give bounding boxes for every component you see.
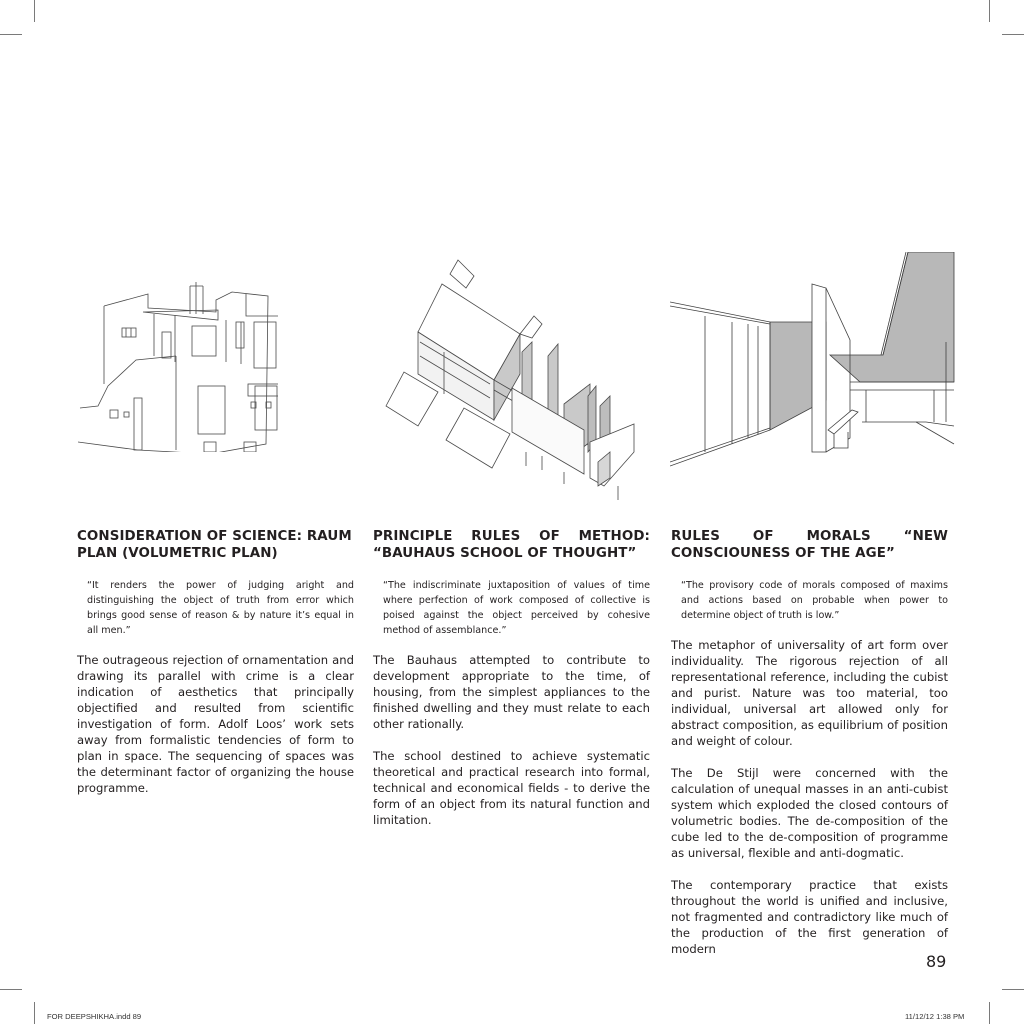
pull-quote: “The indiscriminate juxtaposition of values of time where perfection of work composed of collective is poised against the object perceived by cohesive method of assemblance.”: [383, 580, 650, 636]
heading-line-1: CONSIDERATION OF SCIENCE: RAUM: [77, 529, 352, 544]
body-paragraph: The school destined to achieve systematic theoretical and practical research into formal, technical and economical fields - to derive the form of an object from its natural function and limitation.: [373, 749, 650, 827]
illustration-destijl-perspective: [670, 252, 960, 467]
body-paragraph: The Bauhaus attempted to contribute to development appropriate to the time, of housing, from the simplest appliances to the finished dwelling and they must relate to each other rationally.: [373, 653, 650, 731]
illustration-bauhaus-axonometric: [384, 256, 644, 506]
heading-line-2: “BAUHAUS SCHOOL OF THOUGHT”: [373, 546, 637, 561]
heading-line-2: CONSCIOUNESS OF THE AGE”: [671, 546, 895, 561]
crop-mark-bottom-right-h: [1002, 989, 1024, 990]
body-paragraph: The metaphor of universality of art form over individuality. The rigorous rejection of all representational reference, including the cubist and purist. Nature was too material, too individual, universal art allowed only for abstract composition, as equilibrium of position and weight of colour.: [671, 638, 948, 748]
heading-line-2: PLAN (VOLUMETRIC PLAN): [77, 546, 278, 561]
section-heading: [373, 528, 650, 562]
pull-quote: “The provisory code of morals composed of maxims and actions based on probable when power to determine object of truth is low.”: [681, 580, 948, 621]
section-heading: [671, 528, 948, 562]
crop-mark-bottom-right-v: [989, 1002, 990, 1024]
heading-line-1: RULES OF MORALS “NEW: [671, 529, 948, 544]
crop-mark-top-right-h: [1002, 34, 1024, 35]
illustration-raumplan-house: [78, 282, 278, 452]
body-paragraph: The De Stijl were concerned with the calculation of unequal masses in an anti-cubist system which exploded the closed contours of volumetric bodies. The de-composition of the cube led to the de-composition of programme as universal, flexible and anti-dogmatic.: [671, 766, 948, 860]
body-paragraph: The contemporary practice that exists throughout the world is unified and inclusive, not fragmented and contradictory like much of the production of the first generation of modern: [671, 878, 948, 956]
column-method: [373, 528, 650, 828]
crop-mark-bottom-left-h: [0, 989, 22, 990]
crop-mark-bottom-left-v: [34, 1002, 35, 1024]
crop-mark-top-left-h: [0, 34, 22, 35]
heading-line-1: PRINCIPLE RULES OF METHOD:: [373, 529, 650, 544]
body-paragraph: The outrageous rejection of ornamentation and drawing its parallel with crime is a clear indication of aesthetics that principally objectified and resulted from scientific investigation of form. Adolf Loos’ work sets away from formalistic tendencies of form to plan in space. The sequencing of spaces was the determinant factor of organizing the house programme.: [77, 653, 354, 795]
column-morals: [671, 528, 948, 957]
pull-quote: “It renders the power of judging aright and distinguishing the object of truth from error which brings good sense of reason & by nature it’s equal in all men.”: [87, 580, 354, 636]
crop-mark-top-right-v: [989, 0, 990, 22]
section-heading: [77, 528, 354, 562]
slug-filename: FOR DEEPSHIKHA.indd 89: [47, 1012, 142, 1021]
page-number: 89: [926, 952, 947, 971]
column-science: [77, 528, 354, 796]
crop-mark-top-left-v: [34, 0, 35, 22]
slug-datetime: 11/12/12 1:38 PM: [905, 1012, 965, 1021]
